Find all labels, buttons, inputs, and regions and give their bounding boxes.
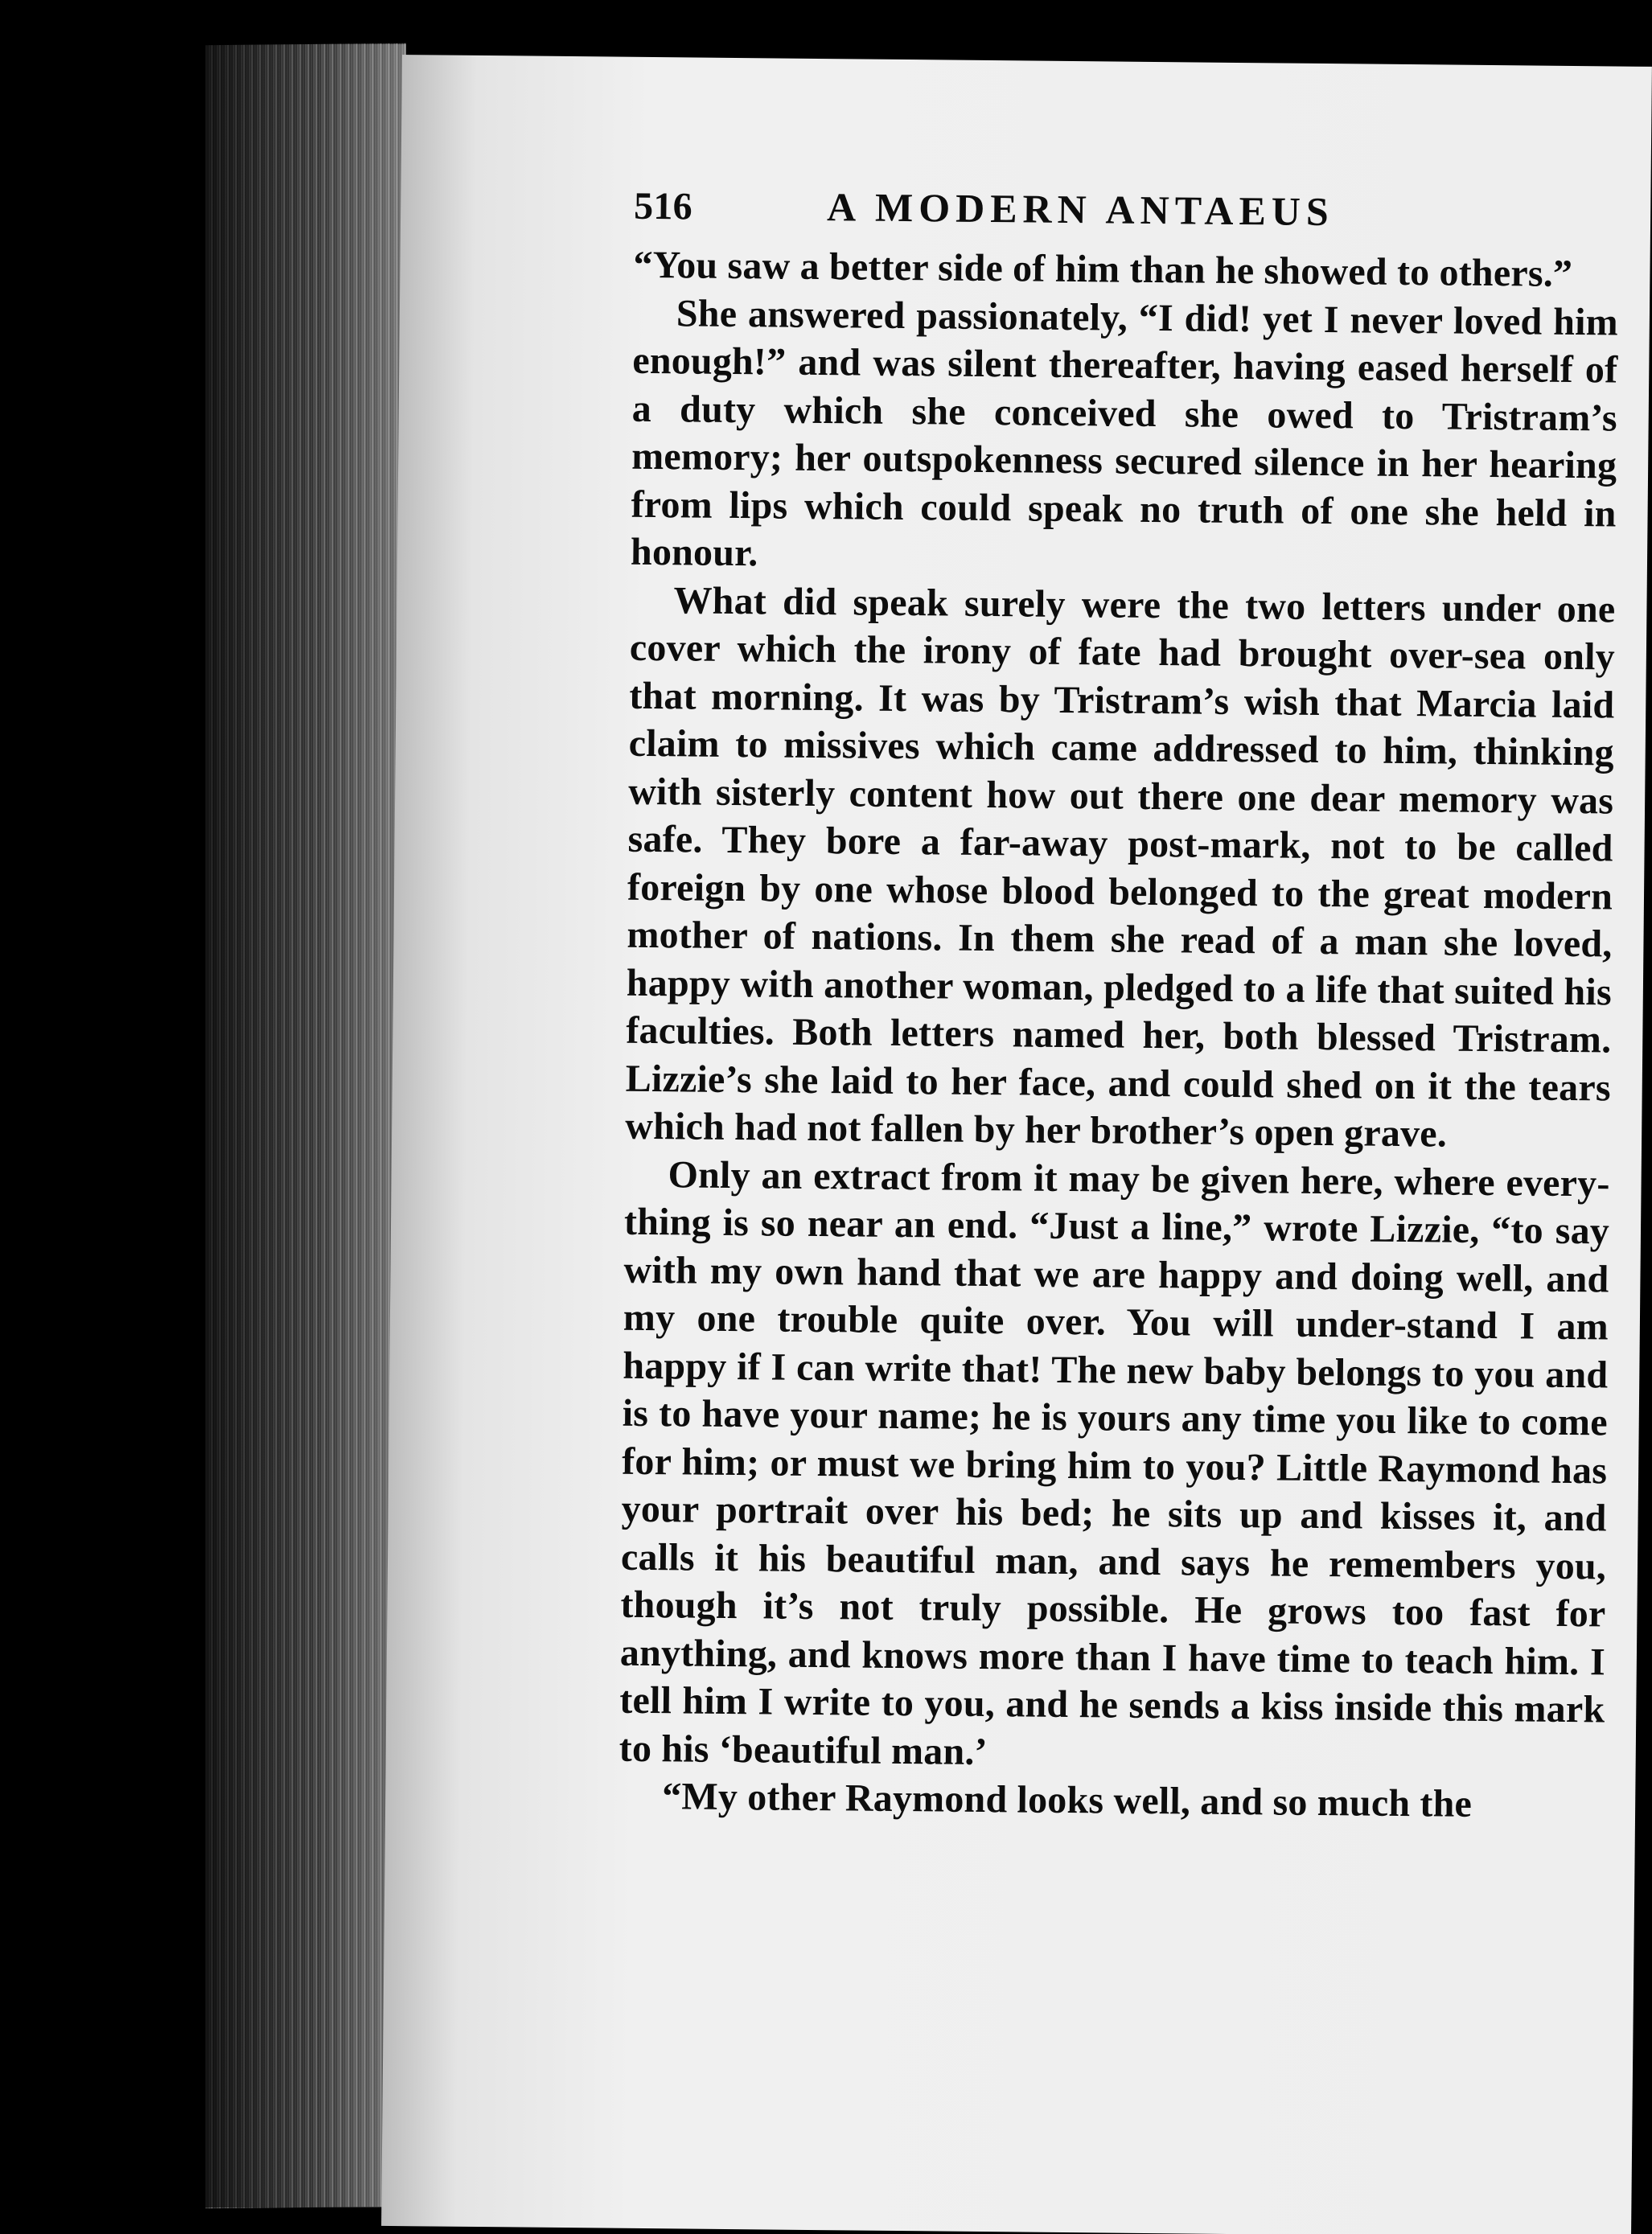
paragraph: “You saw a better side of him than he showed to others.” [633,243,1573,295]
running-title: A MODERN ANTAEUS [826,184,1335,235]
paragraph: Only an extract from it may be given here, where every-thing is so near an end. “Just a line,” wrote Lizzie, “to say with my own hand that we are happy and doing well, and my one trouble quite over. You will under-stand I am happy if I can write that! The new baby belongs to you and is to have your name; he is yours any time you like to come for him; or must we bring him to you? Little Raymond has your portrait over his bed; he sits up and kisses it, and calls it his beautiful man, and says he remembers you, though it’s not truly possible. He grows too fast for anything, and knows more than I have time to teach him. I tell him I write to you, and he sends a kiss inside this mark to his ‘beautiful man.’ [618,1152,1610,1773]
running-head [634,182,1620,246]
page-edges-shading [205,44,406,2207]
paragraph: “My other Raymond looks well, and so much the [661,1775,1473,1825]
book-page [381,55,1652,2234]
paragraph: She answered passionately, “I did! yet I never loved him enough!” and was silent thereafter, having eased herself of a duty which she conceived she owed to Tristram’s memory; her outspokenness secured silence in her hearing from lips which could speak no truth of one she held in honour. [630,291,1619,575]
paragraph: What did speak surely were the two letters under one cover which the irony of fate had brought over-sea only that morning. It was by Tristram’s wish that Marcia laid claim to missives which came addressed to him, thinking with sisterly content how out there one dear memory was safe. They bore a far-away post-mark, not to be called foreign by one whose blood belonged to the great modern mother of nations. In them she read of a man she loved, happy with another woman, pledged to a life that suited his faculties. Both letters named her, both blessed Tristram. Lizzie’s she laid to her face, and could shed on it the tears which had not fallen by her brother’s open grave. [624,578,1616,1156]
page-number: 516 [633,184,693,228]
page-text-block [618,182,1620,1829]
